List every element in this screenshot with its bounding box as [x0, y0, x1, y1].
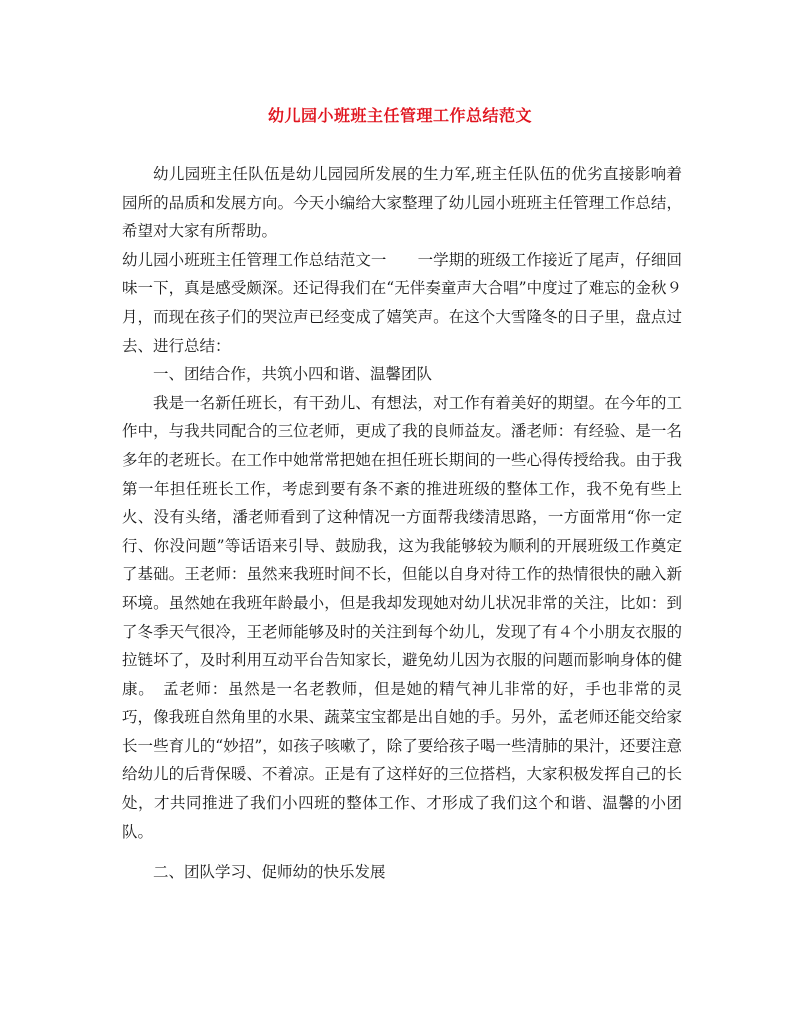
- document-title: 幼儿园小班班主任管理工作总结范文: [267, 106, 532, 125]
- document-body: [122, 160, 682, 887]
- section-1-paragraph: 我是一名新任班长，有干劲儿、有想法，对工作有着美好的期望。在今年的工作中，与我共同配合的三位老师，更成了我的良师益友。潘老师：有经验、是一名多年的老班长。在工作中她常常把她在担任班长期间的一些心得传授给我。由于我第一年担任班长工作，考虑到要有条不紊的推进班级的整体工作，我不免有些上火、没有头绪，潘老师看到了这种情况一方面帮我缕清思路，一方面常用“你一定行、你没问题”等话语来引导、鼓励我，这为我能够较为顺利的开展班级工作奠定了基础。王老师：虽然来我班时间不长，但能以自身对待工作的热情很快的融入新环境。虽然她在我班年龄最小，但是我却发现她对幼儿状况非常的关注，比如：到了冬季天气很冷，王老师能够及时的关注到每个幼儿，发现了有４个小朋友衣服的拉链坏了，及时利用互动平台告知家长，避免幼儿因为衣服的问题而影响身体的健康。 孟老师：虽然是一名老教师，但是她的精气神儿非常的好，手也非常的灵巧，像我班自然角里的水果、蔬菜宝宝都是出自她的手。另外，孟老师还能交给家长一些育儿的“妙招”，如孩子咳嗽了，除了要给孩子喝一些清肺的果汁，还要注意给幼儿的后背保暖、不着凉。正是有了这样好的三位搭档，大家积极发挥自己的长处，才共同推进了我们小四班的整体工作、才形成了我们这个和谐、温馨的小团队。: [122, 393, 682, 841]
- section-2-heading: 二、团队学习、促师幼的快乐发展: [153, 863, 386, 882]
- section-1-heading: 一、团结合作，共筑小四和谐、温馨团队: [153, 365, 433, 384]
- opening-paragraph: 幼儿园小班班主任管理工作总结范文一 一学期的班级工作接近了尾声，仔细回味一下，真是感受颇深。还记得我们在“无伴奏童声大合唱”中度过了难忘的金秋９月，而现在孩子们的哭泣声已经变成了嬉笑声。在这个大雪隆冬的日子里，盘点过去、进行总结：: [122, 250, 682, 355]
- intro-paragraph: 幼儿园班主任队伍是幼儿园园所发展的生力军,班主任队伍的优劣直接影响着园所的品质和发展方向。今天小编给大家整理了幼儿园小班班主任管理工作总结，希望对大家有所帮助。: [122, 165, 682, 241]
- paragraph-spacer: [122, 846, 682, 858]
